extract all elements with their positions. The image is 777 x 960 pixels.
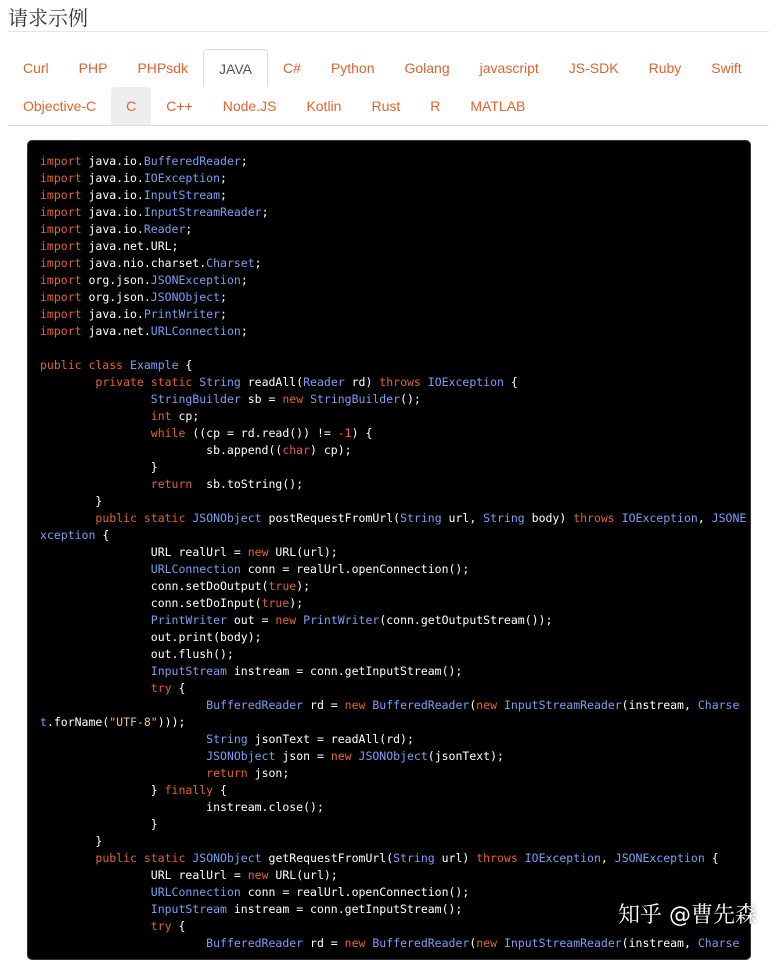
code-token [40,698,206,712]
code-token: URLConnection [150,885,241,899]
code-line [40,408,750,425]
code-token [421,375,428,389]
code-line [40,680,750,697]
code-token: new [476,936,498,950]
tab-js-sdk[interactable]: JS-SDK [568,60,619,76]
code-token: java.net. [81,324,151,338]
code-token: public static [95,851,186,865]
code-token: ; [240,324,248,338]
code-token: throws [476,851,518,865]
code-token: try [150,681,172,695]
code-token: BufferedReader [143,154,241,168]
code-token: Charse [697,698,740,712]
code-line [40,442,750,459]
code-token: xception [40,528,96,542]
code-token: , [697,511,712,525]
code-token: } [40,494,103,508]
watermark: 知乎 @曹先森 [618,903,757,928]
code-line [40,187,750,204]
code-line [40,578,750,595]
code-token: PrintWriter [150,613,227,627]
code-token: out = [226,613,276,627]
code-token: ; [185,222,193,236]
code-token: URL realUrl = [40,545,248,559]
code-line [40,289,750,306]
code-token [40,562,151,576]
code-line [40,170,750,187]
code-token: sb.toString(); [192,477,304,491]
code-token [497,936,504,950]
tab-java[interactable]: JAVA [203,49,268,87]
code-token: } [40,460,158,474]
code-token [40,409,151,423]
code-text [28,141,750,952]
code-token: url, [441,511,484,525]
code-token: json = [275,749,331,763]
tab-r[interactable]: R [430,98,441,114]
code-token: private static [95,375,193,389]
tab-rust[interactable]: Rust [371,98,401,114]
code-line [40,663,750,680]
code-token: JSONObject [192,511,262,525]
code-token: conn.setDoInput( [40,596,262,610]
code-token: { [95,528,110,542]
code-line [40,646,750,663]
tab-phpsdk[interactable]: PHPsdk [137,60,189,76]
code-token: new [247,868,269,882]
code-token: URL realUrl = [40,868,248,882]
code-token: throws [573,511,615,525]
code-token [40,681,151,695]
code-token [40,936,206,950]
code-token: url) [434,851,477,865]
code-line [40,340,750,357]
tab-ruby[interactable]: Ruby [648,60,682,76]
code-token [40,749,206,763]
code-token: conn.setDoOutput( [40,579,269,593]
code-line [40,425,750,442]
code-token: -1 [337,426,352,440]
code-token: StringBuilder [150,392,241,406]
code-token: JSONException [150,273,241,287]
code-token: readAll( [240,375,304,389]
code-token: ); [296,579,311,593]
code-token: while [150,426,186,440]
code-token [40,613,151,627]
tab-c++[interactable]: C++ [166,98,193,114]
code-token: JSONObject [206,749,276,763]
code-token: JSONE [711,511,747,525]
tab-swift[interactable]: Swift [711,60,742,76]
code-token: instream.close(); [40,800,324,814]
code-line [40,493,750,510]
tabs-divider [8,125,769,126]
code-token: ( [469,936,477,950]
code-token: java.io. [81,307,144,321]
code-token: out.print(body); [40,630,262,644]
code-token: new [476,698,498,712]
code-token: char [282,443,311,457]
code-token: import [40,290,82,304]
code-token: InputStream [143,188,221,202]
tab-golang[interactable]: Golang [404,60,450,76]
code-token: new [275,613,297,627]
code-line [40,255,750,272]
code-token: java.nio.charset. [81,256,207,270]
code-token: ; [220,290,227,304]
code-line [40,527,750,544]
code-line [40,476,750,493]
code-token: (jsonText); [427,749,504,763]
code-line [40,731,750,748]
tab-matlab[interactable]: MATLAB [470,98,526,114]
code-token: ; [220,188,227,202]
code-line [40,629,750,646]
code-token: (instream, [621,698,698,712]
code-token: ( [469,698,477,712]
code-token: rd = [303,936,345,950]
code-token: sb.append(( [40,443,283,457]
code-token: (instream, [621,936,698,950]
tab-javascript[interactable]: javascript [479,60,539,76]
code-token [40,426,151,440]
code-token: jsonText = readAll(rd); [247,732,414,746]
code-line [40,833,750,850]
code-token: org.json. [81,273,151,287]
code-line [40,867,750,884]
code-line [40,357,750,374]
code-token: new [247,545,269,559]
code-token: getRequestFromUrl( [261,851,394,865]
code-token [40,902,151,916]
tab-c[interactable]: C [111,87,151,125]
code-token: { [178,358,193,372]
section-title: 请求示例 [8,6,88,30]
code-token: BufferedReader [206,936,304,950]
tab-curl[interactable]: Curl [23,60,49,76]
code-token: ))); [157,715,186,729]
code-token: ) { [351,426,373,440]
code-line [40,391,750,408]
code-token: java.io. [81,205,144,219]
code-token: new [344,936,366,950]
code-token: org.json. [81,290,151,304]
code-line [40,272,750,289]
code-token: ); [289,596,304,610]
code-token: throws [379,375,421,389]
language-tabs-row-1 [8,49,769,87]
code-token: ; [261,205,269,219]
code-token: conn = realUrl.openConnection(); [240,885,470,899]
title-divider [8,31,769,32]
code-token: ) cp); [310,443,352,457]
code-line [40,799,750,816]
code-token: IOException [621,511,698,525]
code-token: import [40,273,82,287]
code-token: import [40,188,82,202]
code-token: ; [240,154,248,168]
code-line [40,561,750,578]
code-token: .forName( [46,715,110,729]
tab-c#[interactable]: C# [282,60,301,76]
code-token: conn = realUrl.openConnection(); [240,562,470,576]
code-block [27,140,751,960]
code-token: try [150,919,172,933]
code-token: import [40,324,82,338]
code-token: ; [240,273,248,287]
code-token: InputStreamReader [503,698,622,712]
code-token: , [600,851,615,865]
code-token [497,698,504,712]
code-token: } [40,783,165,797]
code-token [40,766,206,780]
code-line [40,850,750,867]
code-line [40,697,750,714]
code-line [40,374,750,391]
code-line [40,765,750,782]
code-line [40,510,750,527]
tab-php[interactable]: PHP [78,60,108,76]
code-token: URL(url); [268,545,338,559]
code-token: json; [247,766,290,780]
tab-python[interactable]: Python [330,60,375,76]
code-line [40,153,750,170]
code-token: InputStream [150,902,227,916]
code-line [40,221,750,238]
code-line [40,612,750,629]
code-line [40,323,750,340]
code-line [40,544,750,561]
code-line [40,782,750,799]
code-token [615,511,622,525]
code-token: } [40,817,158,831]
code-token: import [40,256,82,270]
code-token: String [393,851,435,865]
code-token: import [40,239,82,253]
code-token: PrintWriter [303,613,380,627]
code-token: postRequestFromUrl( [261,511,401,525]
code-token [40,851,95,865]
code-token: URL(url); [268,868,338,882]
code-token: out.flush(); [40,647,234,661]
code-token: new [330,749,352,763]
code-token [40,885,151,899]
code-line [40,459,750,476]
code-token: instream = conn.getInputStream(); [226,664,463,678]
code-token [40,375,95,389]
code-line [40,238,750,255]
code-token: BufferedReader [206,698,304,712]
code-token: ((cp = rd.read()) != [185,426,338,440]
code-token: public static [95,511,186,525]
language-tabs-row-2 [8,87,769,125]
code-line [40,748,750,765]
code-token: java.io. [81,154,144,168]
code-token: return [150,477,193,491]
code-token [518,851,525,865]
code-token: (conn.getOutputStream()); [379,613,553,627]
code-token: t [40,715,47,729]
code-token: JSONObject [150,290,221,304]
code-token [352,749,359,763]
code-token: sb = [240,392,283,406]
code-token: Charse [697,936,740,950]
code-token: java.io. [81,188,144,202]
code-token: InputStreamReader [503,936,622,950]
code-token: IOException [524,851,601,865]
code-token [40,664,151,678]
code-line [40,306,750,323]
code-token: InputStreamReader [143,205,262,219]
code-token: new [344,698,366,712]
code-token: Charset [206,256,255,270]
code-token: import [40,154,82,168]
code-token: rd = [303,698,345,712]
code-token: ; [220,307,227,321]
code-token: IOException [143,171,221,185]
code-token: InputStream [150,664,227,678]
code-token: { [704,851,719,865]
code-token: String [483,511,525,525]
code-token: new [282,392,304,406]
code-token: ; [220,171,227,185]
code-token: int [150,409,172,423]
code-token [40,511,95,525]
code-token: BufferedReader [372,698,470,712]
code-token: rd) [344,375,380,389]
code-token [40,392,151,406]
code-token: "UTF-8" [109,715,158,729]
code-token: { [213,783,227,797]
code-token: PrintWriter [143,307,221,321]
code-token: java.net.URL; [81,239,179,253]
code-token: IOException [427,375,504,389]
code-token: { [171,919,186,933]
code-token: Example [130,358,179,372]
code-line [40,204,750,221]
code-token: ; [254,256,262,270]
code-token [40,732,206,746]
code-token: { [503,375,518,389]
code-token: java.io. [81,222,144,236]
code-token: { [171,681,186,695]
tab-objective-c[interactable]: Objective-C [23,98,97,114]
tab-kotlin[interactable]: Kotlin [306,98,342,114]
code-token: String [206,732,248,746]
code-line [40,935,750,952]
code-token [40,919,151,933]
code-token: instream = conn.getInputStream(); [226,902,463,916]
code-token: import [40,205,82,219]
code-token: String [400,511,442,525]
code-token: URLConnection [150,324,241,338]
code-token: import [40,171,82,185]
code-token: JSONException [614,851,705,865]
code-token: java.io. [81,171,144,185]
code-line [40,595,750,612]
code-token: true [261,596,290,610]
code-line [40,816,750,833]
code-token: } [40,834,103,848]
code-token: import [40,307,82,321]
code-token: return [206,766,248,780]
code-token [123,358,130,372]
code-line [40,714,750,731]
code-token: cp; [171,409,200,423]
code-token: import [40,222,82,236]
code-token: body) [524,511,574,525]
code-token: true [268,579,297,593]
tab-node-js[interactable]: Node.JS [222,98,277,114]
code-token: Reader [303,375,345,389]
code-token: (); [400,392,421,406]
code-token: public class [40,358,124,372]
code-token: JSONObject [358,749,428,763]
code-token: String [199,375,241,389]
code-token [40,477,151,491]
code-token: BufferedReader [372,936,470,950]
code-token: Reader [143,222,186,236]
code-token: URLConnection [150,562,241,576]
code-token: JSONObject [192,851,262,865]
code-token: StringBuilder [310,392,401,406]
code-token: finally [164,783,214,797]
